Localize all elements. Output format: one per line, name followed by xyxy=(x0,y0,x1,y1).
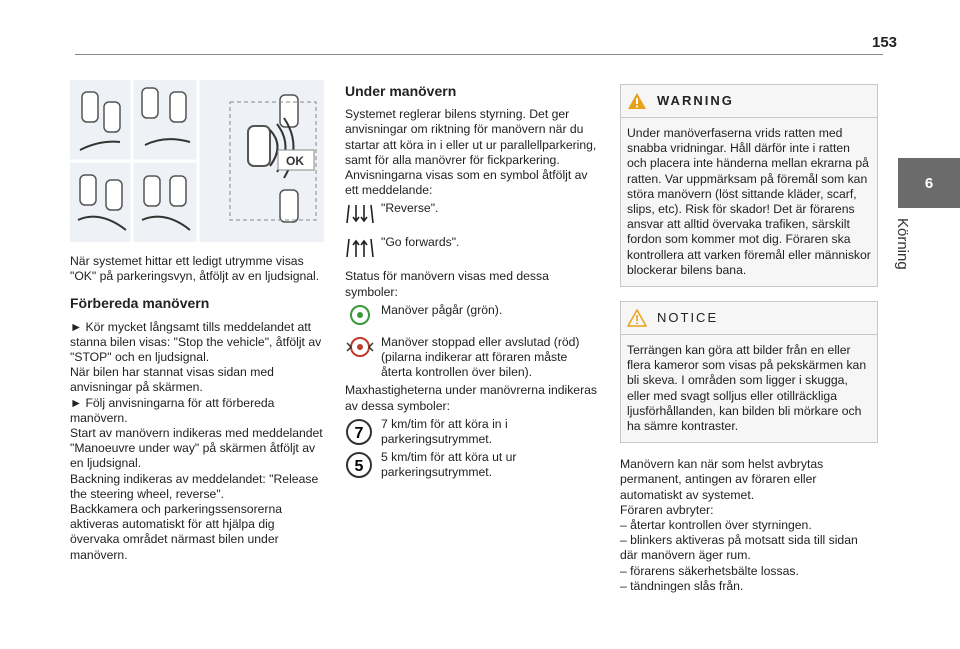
ok-label: OK xyxy=(286,154,304,168)
steering-red-icon xyxy=(345,335,375,361)
max-speed-text: Maxhastigheterna under manövrerna indikeras av dessa symboler: xyxy=(345,383,598,413)
notice-icon xyxy=(627,309,647,327)
col1-line-4: Start av manövern indikeras med meddelandet "Manoeuvre under way" på skärmen åtföljt av en ljudsignal. xyxy=(70,426,323,471)
speed-limit-5-icon xyxy=(345,450,375,480)
reverse-arrows-icon xyxy=(345,201,375,227)
page-number: 153 xyxy=(872,34,898,51)
abort-section xyxy=(620,457,878,594)
parking-diagram-icon xyxy=(70,80,324,242)
col1-line-6: Backkamera och parkeringssensorerna aktiveras automatiskt för att hjälpa dig övervaka området närmast bilen under manövern. xyxy=(70,502,283,562)
reverse-text: "Reverse". xyxy=(381,201,439,216)
svg-text:7: 7 xyxy=(354,424,364,442)
speed5-text: 5 km/tim för att köra ut ur parkeringsutrymmet. xyxy=(381,450,517,480)
col2-heading: Under manövern xyxy=(345,83,457,99)
column-1 xyxy=(70,80,326,563)
col1-line-3: ► Följ anvisningarna för att förbereda manövern. xyxy=(70,395,275,425)
col2-intro: Systemet reglerar bilens styrning. Det ger anvisningar om riktning för manövern när du startar att köra in i eller ut ur parallellparkering, samt för alla manövrer för fickparkering. Anvisningarna visas som en symbol åtföljt av ett meddelande: xyxy=(345,107,597,198)
parking-illustration xyxy=(70,80,324,242)
warning-box xyxy=(620,84,878,287)
notice-text: Terrängen kan göra att bilder från en eller flera kameror som visas på pekskärmen kan bli skeva. I områden som ligger i skugga, eller med svagt solljus eller otillräckliga ljusförhållanden, kan bilden bli mörkare och ha sämre kontraster. xyxy=(627,343,867,434)
status-red-row xyxy=(345,335,600,381)
warning-icon xyxy=(627,92,647,110)
col1-line-1: ► Kör mycket långsamt tills meddelandet att stanna bilen visas: "Stop the vehicle", åtföljt av "STOP" och en ljudsignal. xyxy=(70,319,322,365)
speed5-row xyxy=(345,450,600,480)
abort-line-4: – blinkers aktiveras på motsatt sida till sidan där manövern äger rum. xyxy=(620,533,858,563)
status-green-row xyxy=(345,303,600,329)
warning-text: Under manöverfaserna vrids ratten med snabba vridningar. Håll därför inte i ratten och placera inte händerna mellan ekrarna på ratten. Var uppmärksam på föremål som kan störa manövern (löst sittande kläder, scarf, slips, etc). Risk för skador! Det är förarens ansvar att alltid övervaka trafiken, särskilt fordon som kommer mot dig. Föraren ska kontrollera att varken föremål eller människor blockerar bilens bana. xyxy=(627,126,871,277)
forwards-text: "Go forwards". xyxy=(381,235,460,250)
status-red-text: Manöver stoppad eller avslutad (röd) (pilarna indikerar att föraren måste återta kontrollen över bilen). xyxy=(381,334,580,380)
top-rule xyxy=(75,54,883,55)
abort-line-5: – förarens säkerhetsbälte lossas. xyxy=(620,563,799,578)
column-2 xyxy=(345,84,600,484)
chapter-tab[interactable]: 6 xyxy=(898,158,960,208)
reverse-row xyxy=(345,201,600,227)
forwards-row xyxy=(345,235,600,261)
notice-box xyxy=(620,301,878,443)
abort-line-6: – tändningen slås från. xyxy=(620,578,744,593)
abort-line-2: Föraren avbryter: xyxy=(620,502,714,517)
status-intro: Status för manövern visas med dessa symboler: xyxy=(345,269,549,299)
column-3 xyxy=(620,84,878,594)
abort-line-3: – återtar kontrollen över styrningen. xyxy=(620,518,812,533)
notice-title: NOTICE xyxy=(657,310,719,326)
speed7-row xyxy=(345,417,600,447)
speed-limit-7-icon xyxy=(345,417,375,447)
svg-text:5: 5 xyxy=(354,458,364,476)
col1-line-2: När bilen har stannat visas sidan med anvisningar på skärmen. xyxy=(70,365,274,395)
col1-heading: Förbereda manövern xyxy=(70,295,210,312)
col1-intro: När systemet hittar ett ledigt utrymme visas "OK" på parkeringsvyn, åtföljt av en ljudsignal. xyxy=(70,254,320,284)
col1-line-5: Backning indikeras av meddelandet: "Release the steering wheel, reverse". xyxy=(70,471,319,501)
status-green-text: Manöver pågår (grön). xyxy=(381,302,503,317)
speed7-text: 7 km/tim för att köra in i parkeringsutrymmet. xyxy=(381,416,508,447)
forward-arrows-icon xyxy=(345,235,375,261)
abort-line-1: Manövern kan när som helst avbrytas permanent, antingen av föraren eller automatiskt av systemet. xyxy=(620,457,824,502)
chapter-label: Körning xyxy=(894,218,911,270)
warning-title: WARNING xyxy=(657,93,734,109)
steering-green-icon xyxy=(345,303,375,329)
